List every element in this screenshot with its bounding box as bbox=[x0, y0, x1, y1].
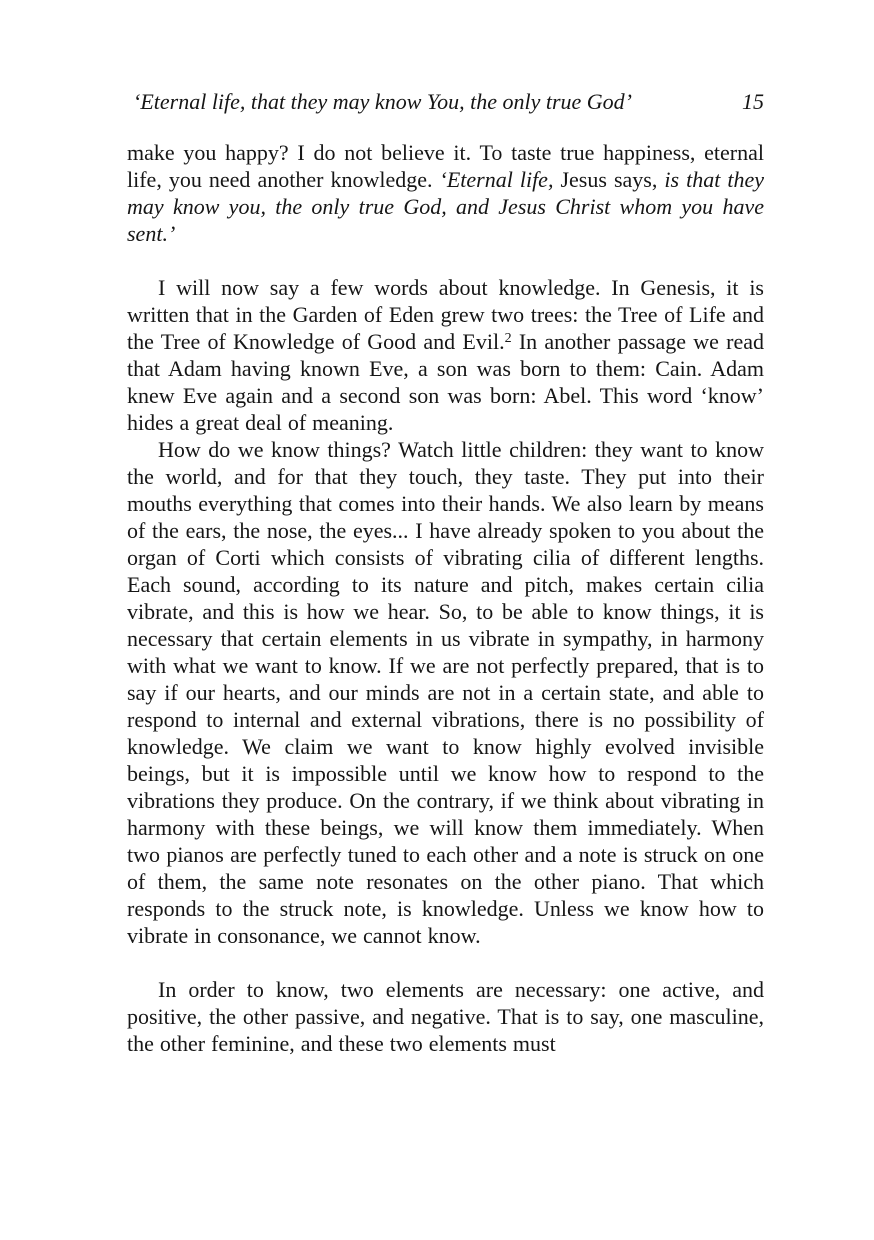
text-run: In another passage we read that Adam having known Eve, a son was born to them: Cain. Adam knew Eve again and a second son was born: Abel. This word ‘know’ hides a great deal of meaning. bbox=[127, 329, 765, 435]
text-run: How do we know things? Watch little children: they want to know the world, and for that they touch, they taste. They put into their mouths everything that comes into their hands. We also learn by means of the ears, the nose, the eyes... I have already spoken to you about the organ of Corti which consists of vibrating cilia of different lengths. Each sound, according to its nature and pitch, makes certain cilia vibrate, and this is how we hear. So, to be able to know things, it is necessary that certain elements in us vibrate in sympathy, in harmony with what we want to know. If we are not perfectly prepared, that is to say if our hearts, and our minds are not in a certain state, and able to respond to internal and external vibrations, there is no possibility of knowledge. We claim we want to know highly evolved invisible beings, but it is impossible until we know how to respond to the vibrations they produce. On the contrary, if we think about vibrating in harmony with these beings, we will know them immediately. When two pianos are perfectly tuned to each other and a note is struck on one of them, the same note resonates on the other piano. That which responds to the struck note, is knowledge. Unless we know how to vibrate in consonance, we cannot know. bbox=[127, 437, 764, 948]
text-run: I will now say a few words about knowledge. In Genesis, it is written that in the Garden of Eden grew two trees: the Tree of Life and the Tree of Knowledge of Good and Evil. bbox=[127, 275, 764, 354]
running-title: ‘Eternal life, that they may know You, the only true God’ bbox=[133, 89, 632, 114]
paragraph bbox=[127, 436, 764, 949]
italic-text-run: is that they may know you, the only true God, and Jesus Christ whom you have sent.’ bbox=[127, 167, 764, 246]
text-run: In order to know, two elements are necessary: one active, and positive, the other passive, and negative. That is to say, one masculine, the other feminine, and these two elements must bbox=[127, 977, 764, 1056]
running-head bbox=[127, 88, 764, 115]
text-run: make you happy? I do not believe it. To taste true happiness, eternal life, you need another knowledge. bbox=[127, 140, 764, 192]
paragraph bbox=[127, 976, 764, 1057]
page-number: 15 bbox=[742, 89, 764, 114]
text-run: Jesus says, bbox=[553, 167, 665, 192]
page-body bbox=[127, 139, 764, 1057]
italic-text-run: ‘Eternal life, bbox=[439, 167, 554, 192]
text-block bbox=[127, 88, 764, 1057]
footnote-reference: 2 bbox=[504, 331, 512, 346]
paragraph bbox=[127, 274, 764, 436]
paragraph bbox=[127, 139, 764, 247]
